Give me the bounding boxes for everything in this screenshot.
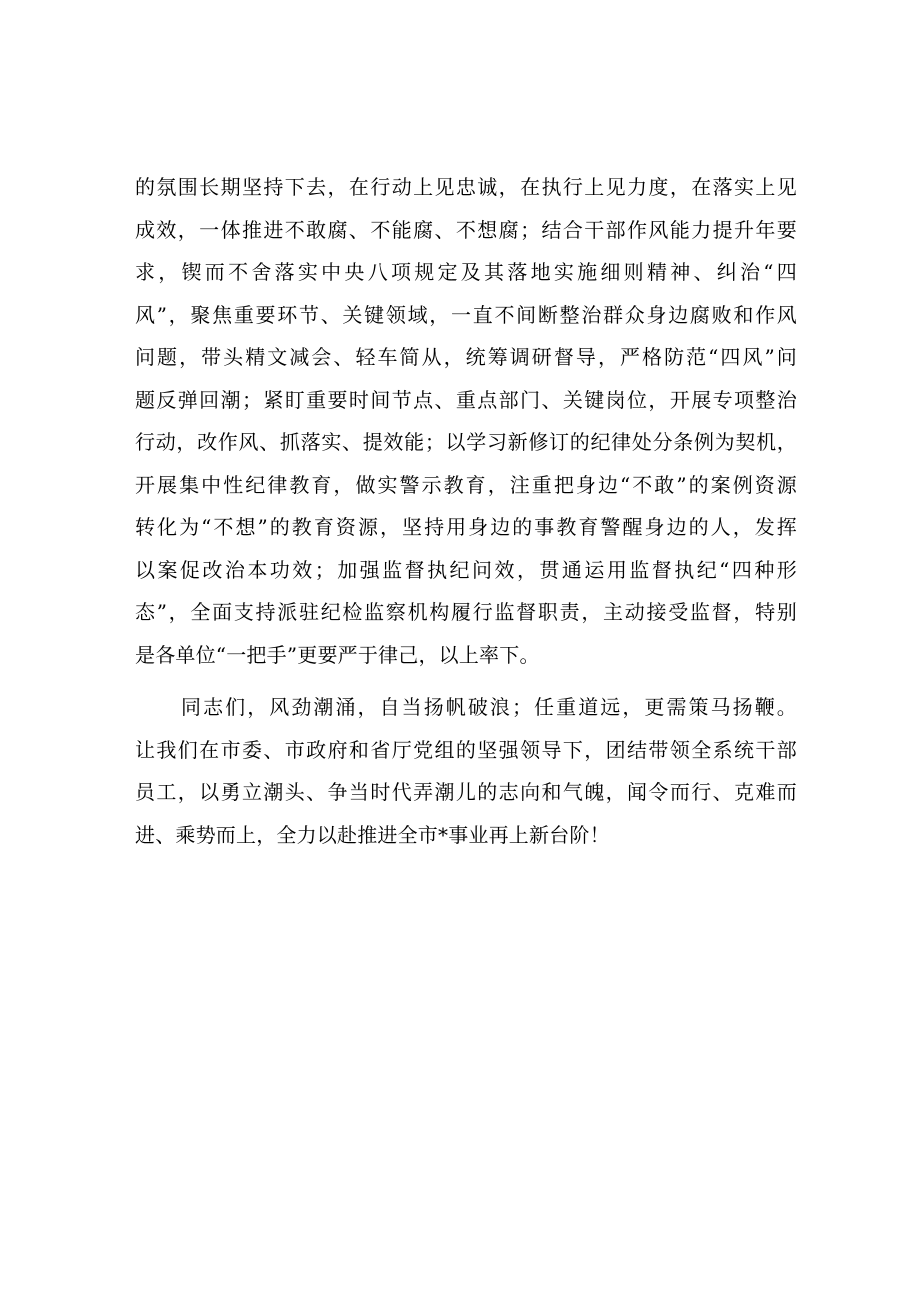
text-line: 是各单位“一把手”更要严于律己，以上率下。	[135, 642, 540, 667]
text-line: 题反弹回潮；紧盯重要时间节点、重点部门、关键岗位，开展专项整治	[135, 387, 797, 412]
text-line: 风”，聚焦重要环节、关键领域，一直不间断整治群众身边腐败和作风	[135, 302, 797, 327]
paragraph-discipline	[135, 166, 797, 676]
text-line: 转化为“不想”的教育资源，坚持用身边的事教育警醒身边的人，发挥	[135, 515, 797, 539]
text-line: 让我们在市委、市政府和省厅党组的坚强领导下，团结带领全系统干部	[135, 737, 797, 762]
text-line: 成效，一体推进不敢腐、不能腐、不想腐；结合干部作风能力提升年要	[135, 217, 797, 242]
text-line: 态”，全面支持派驻纪检监察机构履行监督职责，主动接受监督，特别	[135, 600, 797, 624]
text-line: 进、乘势而上，全力以赴推进全市*事业再上新台阶！	[135, 822, 610, 847]
document-body	[135, 166, 797, 856]
text-line: 开展集中性纪律教育，做实警示教育，注重把身边“不敢”的案例资源	[135, 472, 797, 497]
text-line: 员工，以勇立潮头、争当时代弄潮儿的志向和气魄，闻令而行、克难而	[135, 780, 797, 804]
text-line: 以案促改治本功效；加强监督执纪问效，贯通运用监督执纪“四种形	[135, 557, 797, 582]
text-line: 行动，改作风、抓落实、提效能；以学习新修订的纪律处分条例为契机，	[135, 430, 797, 454]
text-line: 的氛围长期坚持下去，在行动上见忠诚，在执行上见力度，在落实上见	[135, 175, 797, 199]
text-line: 问题，带头精文减会、轻车简从，统筹调研督导，严格防范“四风”问	[135, 345, 797, 369]
text-line: 同志们，风劲潮涌，自当扬帆破浪；任重道远，更需策马扬鞭。	[181, 695, 797, 719]
paragraph-closing	[135, 686, 797, 856]
text-line: 求，锲而不舍落实中央八项规定及其落地实施细则精神、纠治“四	[135, 260, 797, 284]
